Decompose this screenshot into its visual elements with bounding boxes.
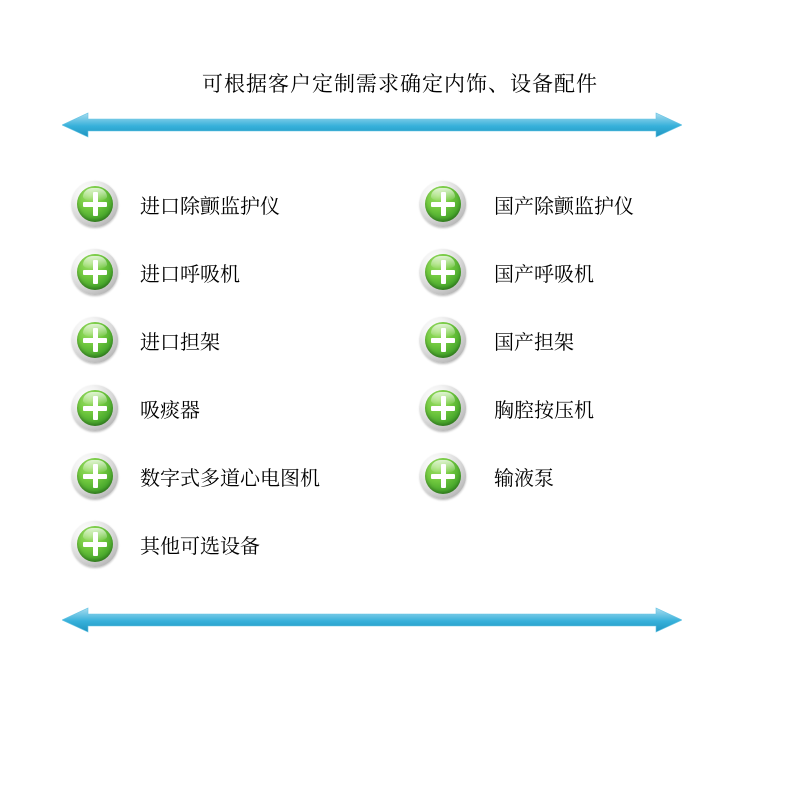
list-item-label: 进口除颤监护仪 bbox=[140, 195, 280, 218]
list-item[interactable] bbox=[72, 306, 320, 374]
list-item-label: 吸痰器 bbox=[140, 399, 200, 422]
equipment-list-left bbox=[72, 170, 320, 578]
plus-cross-icon bbox=[72, 385, 118, 431]
list-item-label: 其他可选设备 bbox=[140, 535, 260, 558]
page-title: 可根据客户定制需求确定内饰、设备配件 bbox=[202, 73, 598, 96]
list-item-label: 输液泵 bbox=[494, 467, 554, 490]
plus-cross-icon bbox=[72, 521, 118, 567]
plus-cross-icon bbox=[420, 181, 466, 227]
plus-cross-icon bbox=[420, 317, 466, 363]
plus-cross-icon bbox=[72, 453, 118, 499]
equipment-list-right bbox=[420, 170, 634, 510]
list-item-label: 国产呼吸机 bbox=[494, 263, 594, 286]
list-item[interactable] bbox=[420, 306, 634, 374]
plus-cross-icon bbox=[420, 453, 466, 499]
list-item[interactable] bbox=[72, 374, 320, 442]
double-headed-arrow-bottom bbox=[62, 607, 682, 633]
list-item[interactable] bbox=[72, 238, 320, 306]
plus-cross-icon bbox=[420, 249, 466, 295]
list-item-label: 国产除颤监护仪 bbox=[494, 195, 634, 218]
list-item[interactable] bbox=[420, 170, 634, 238]
list-item-label: 胸腔按压机 bbox=[494, 399, 594, 422]
plus-cross-icon bbox=[72, 181, 118, 227]
list-item[interactable] bbox=[420, 238, 634, 306]
list-item[interactable] bbox=[420, 442, 634, 510]
list-item-label: 进口担架 bbox=[140, 331, 220, 354]
list-item[interactable] bbox=[420, 374, 634, 442]
list-item[interactable] bbox=[72, 442, 320, 510]
plus-cross-icon bbox=[420, 385, 466, 431]
list-item-label: 国产担架 bbox=[494, 331, 574, 354]
list-item-label: 数字式多道心电图机 bbox=[140, 467, 320, 490]
double-headed-arrow-top bbox=[62, 112, 682, 138]
plus-cross-icon bbox=[72, 317, 118, 363]
list-item[interactable] bbox=[72, 510, 320, 578]
list-item[interactable] bbox=[72, 170, 320, 238]
plus-cross-icon bbox=[72, 249, 118, 295]
list-item-label: 进口呼吸机 bbox=[140, 263, 240, 286]
